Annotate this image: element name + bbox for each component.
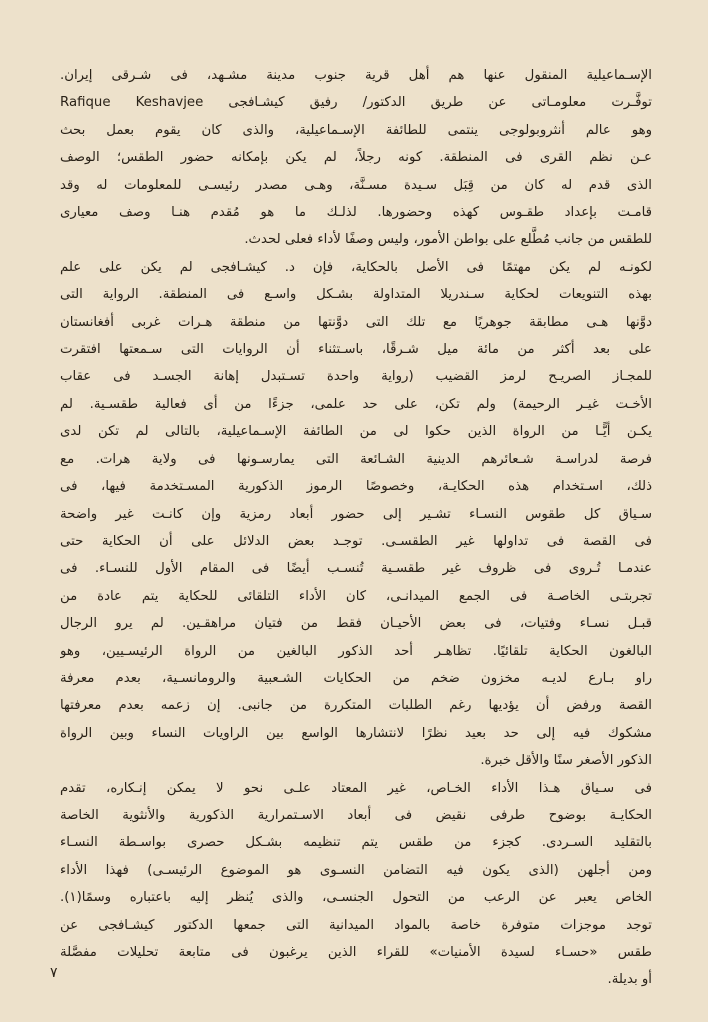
text-line: عندمـا تُـروى فى ظروف غير طقسـية تُنسـب أيضًا فى المقام الأول للنسـاء. فى — [60, 561, 652, 577]
text-line: دوَّنها هـى مطابقة جوهريًا مع تلك التى دوَّنتها من منطقة هـرات غربى أفغانستان — [60, 314, 652, 330]
paragraph — [60, 62, 652, 254]
text-line: الإسـماعيلية المنقول عنها هم أهل قرية جنوب مدينة مشـهد، فى شـرقى إيران. — [60, 68, 652, 83]
text-line: وهو عالم أنثروبولوجى ينتمى للطائفة الإسـماعيلية، والذى كان يقوم بعمل بحث — [60, 122, 652, 138]
text-line: الذى قدم له كان من قِبَل سـيدة مسـنَّة، وهـى مصدر رئيسـى للمعلومات له وقد — [60, 177, 652, 193]
text-line: طقس «حسـاء لسيدة الأمنيات» للقراء الذين يرغبون فى متابعة تحليلات مفصَّلة — [60, 945, 652, 960]
text-line: تجربتـى الخاصـة فى الجمع الميدانـى، كان الأداء التلقائى للحكاية يتم عادة من — [60, 588, 652, 604]
text-line: قبـل نسـاء وفتيات، فى بعض الأحيـان فقط من فتيان مراهقـين. لم يرو الرجال — [60, 616, 652, 632]
text-line: على بعد أكثر من مائة ميل شـرقًا، باسـتثناء أن الروايات التى سـمعتها افتقرت — [60, 342, 652, 358]
text-line: ذلك، اسـتخدام هذه الحكايـة، وخصوصًا الرموز الذكورية المسـتخدمة فيها، فى — [60, 479, 652, 495]
text-line: فرصة لدراسـة شـعائرهم الدينية الشـائعة التى يمارسـونها فى ولاية هرات. مع — [60, 451, 652, 467]
text-line: للمجـاز الصريـح لرمز القضيب (رواية واحدة تسـتبدل إهانة الجسـد فى عقاب — [60, 369, 652, 385]
text-line: بالتقليد السـردى. كجزء من طقس يتم تنظيمه بشـكل حصرى بواسـطة النسـاء — [60, 835, 652, 851]
text-line: الحكايـة بوضوح طرفى نقيض فى أبعاد الاسـتمرارية الذكورية والأنثوية الخاصة — [60, 807, 652, 823]
text-line: الخاص يعبر عن الرعب من التحول الجنسـى، والذى يُنظر إليه باعتباره وسمًا(١). — [60, 890, 652, 906]
page-number: ٧ — [50, 965, 58, 981]
text-line: توجد موجزات متوفرة خاصة بالمواد الميدانية التى جمعها الدكتور كيشـافجى عن — [60, 917, 652, 933]
text-line: لكونـه لم يكن مهتمًا فى الأصل بالحكاية، فإن د. كيشـافجى لم يكن على علم — [60, 259, 652, 275]
text-line: للطقس من جانب مُطَّلع على بواطن الأمور، وليس وصفًا لأداء فعلى لحدث. — [244, 232, 652, 248]
text-line: عـن نظم القرى فى المنطقة. كونه رجلاً، لم يكن بإمكانه حضور الطقس؛ الوصف — [60, 150, 652, 166]
text-line: الذكور الأصغر سنًا والأقل خبرة. — [480, 753, 652, 769]
text-line: فى القصة فى تداولها غير الطقسـى. توجـد بعض الدلائل على أن الحكاية حتى — [60, 533, 652, 549]
text-line: سـياق كل طقوس النسـاء تشـير إلى حضور أبعاد رمزية وإن كانـت غير واضحة — [60, 506, 652, 522]
text-line: أو بديلة. — [607, 972, 652, 988]
text-line: يكـن أيًّـا من الرواة الذين حكوا لى من الطائفة الإسـماعيلية، بالتالى لم تكن لدى — [60, 424, 652, 440]
text-line: البالغون الحكاية تلقائيًا. تظاهـر أحد الذكور البالغين من الرواة الرئيسـيين، وهو — [60, 643, 652, 659]
text-line: بهذه التنويعات لحكاية سـندريلا المتداولة بشـكل واسـع فى المنطقة. الرواية التى — [60, 287, 652, 303]
text-line: توفَّـرت معلومـاتى عن طريق الدكتور/ رفيق كيشـافجى Rafique Keshavjee — [60, 95, 652, 111]
body-text — [60, 62, 652, 994]
text-line: الأخـت غيـر الرحيمة) ولم تكن، على حد علمى، جزءًا من أى فعالية طقسـية. لم — [60, 396, 652, 412]
text-line: ومن أجلهن (الذى يكون فيه التضامن النسـوى هو الموضوع الرئيسـى) فهذا الأداء — [60, 862, 652, 878]
paragraph — [60, 254, 652, 775]
text-line: مشكوك فيه إلى حد بعيد نظرًا لانتشارها الواسع بين الراويات النساء وبين الرواة — [60, 725, 652, 741]
text-line: قامـت بإعداد طقـوس كهذه وحضورها. لذلـك ما هو مُقدم هنـا وصف معيارى — [60, 205, 652, 221]
text-line: فى سـياق هـذا الأداء الخـاص، غير المعتاد علـى نحو لا يمكن إنـكاره، تقدم — [60, 780, 652, 796]
text-line: راو بـارع لديـه مخزون ضخم من الحكايات الشـعبية والرومانسـية، بعدم معرفة — [60, 670, 652, 686]
paragraph — [60, 775, 652, 994]
text-line: القصة ورفض أن يؤديها رغم الطلبات المتكررة من جانبى. إن زعمه بعدم معرفتها — [60, 698, 652, 714]
